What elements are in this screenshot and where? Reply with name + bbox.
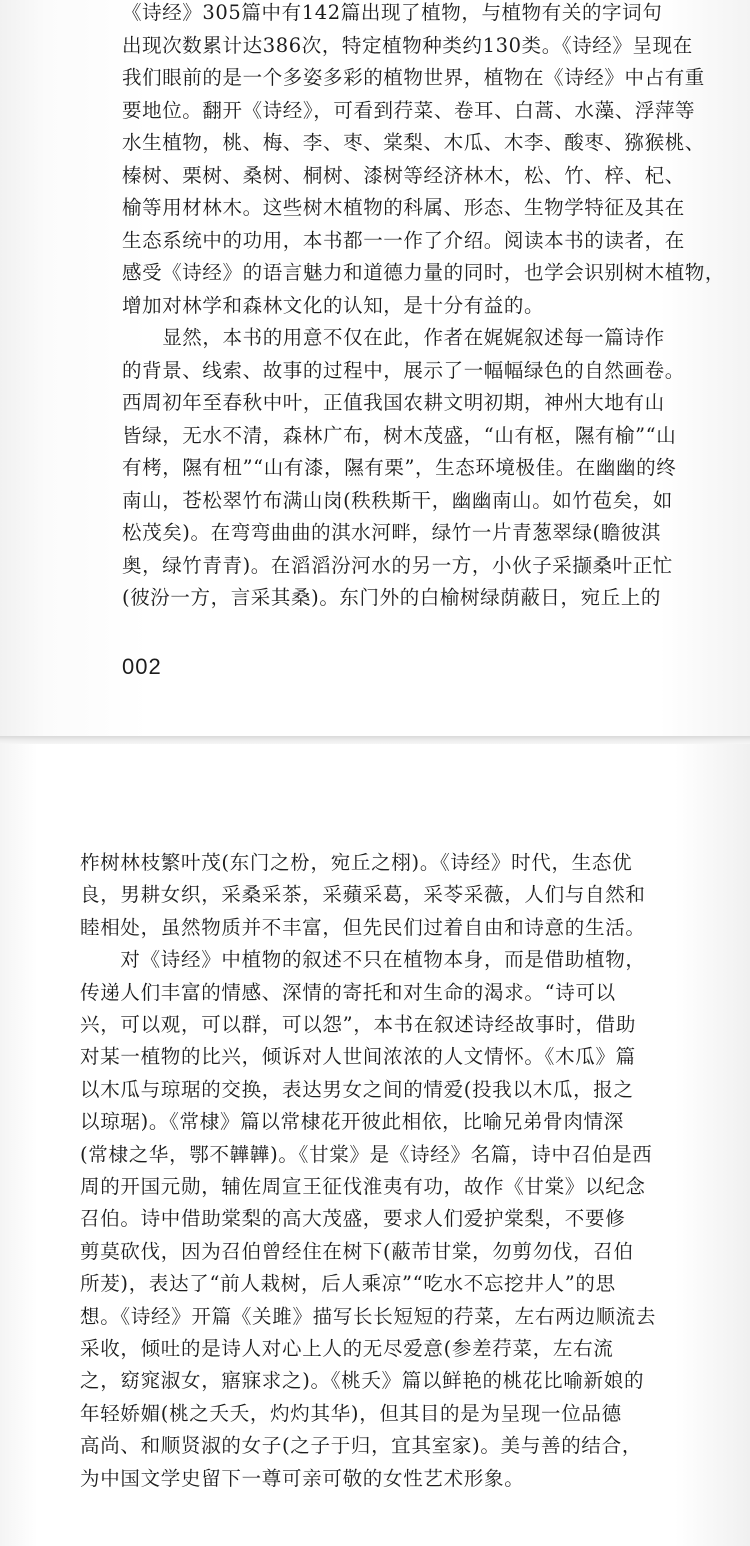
text-line: 想。《诗经》开篇《关雎》描写长长短短的荇菜，左右两边顺流去 — [80, 1304, 657, 1328]
text-line: 生态系统中的功用，本书都一一作了介绍。阅读本书的读者，在 — [122, 228, 685, 252]
text-line: 剪莫砍伐，因为召伯曾经住在树下(蔽芾甘棠，勿剪勿伐，召伯 — [80, 1239, 634, 1263]
text-line: 出现次数累计达386次，特定植物种类约130类。《诗经》呈现在 — [122, 33, 693, 57]
text-line: 榛树、栗树、桑树、桐树、漆树等经济林木，松、竹、梓、杞、 — [122, 163, 685, 187]
text-line: 传递人们丰富的情感、深情的寄托和对生命的渴求。“诗可以 — [80, 980, 616, 1004]
text-line: 奥，绿竹青青)。在滔滔汾河水的另一方，小伙子采撷桑叶正忙 — [122, 553, 673, 577]
text-line: 对某一植物的比兴，倾诉对人世间浓浓的人文情怀。《木瓜》篇 — [80, 1045, 636, 1069]
text-line: 《诗经》305篇中有142篇出现了植物，与植物有关的字词句 — [122, 1, 663, 24]
text-line: 睦相处，虽然物质并不丰富，但先民们过着自由和诗意的生活。 — [80, 915, 646, 939]
text-line: 年轻娇媚(桃之夭夭，灼灼其华)，但其目的是为呈现一位品德 — [80, 1401, 622, 1425]
text-line: 柞树林枝繁叶茂(东门之枌，宛丘之栩)。《诗经》时代，生态优 — [80, 851, 633, 874]
text-line: 皆绿，无水不清，森林广布，树木茂盛，“山有枢，隰有榆”“山 — [122, 423, 677, 447]
text-line: 良，男耕女织，采桑采茶，采蘋采葛，采苓采薇，人们与自然和 — [80, 883, 646, 907]
text-line: 榆等用材林木。这些树木植物的科属、形态、生物学特征及其在 — [122, 196, 685, 219]
text-line: 要地位。翻开《诗经》，可看到荇菜、卷耳、白蒿、水藻、浮萍等 — [122, 98, 696, 122]
page-divider — [0, 736, 750, 744]
book-page-bottom — [0, 744, 750, 1546]
text-line: 以木瓜与琼琚的交换，表达男女之间的情爱(投我以木瓜，报之 — [80, 1077, 634, 1101]
text-line: 对《诗经》中植物的叙述不只在植物本身，而是借助植物， — [80, 948, 646, 972]
text-line: 兴，可以观，可以群，可以怨”，本书在叙述诗经故事时，借助 — [80, 1013, 637, 1036]
text-line: (常棣之华，鄂不韡韡)。《甘棠》是《诗经》名篇，诗中召伯是西 — [80, 1142, 653, 1166]
text-line: 采收，倾吐的是诗人对心上人的无尽爱意(参差荇菜，左右流 — [80, 1337, 614, 1360]
text-line: 西周初年至春秋中叶，正值我国农耕文明初期，神州大地有山 — [122, 391, 665, 414]
text-line: 水生植物，桃、梅、李、枣、棠梨、木瓜、木李、酸枣、猕猴桃、 — [122, 131, 705, 154]
text-line: 显然，本书的用意不仅在此，作者在娓娓叙述每一篇诗作 — [122, 326, 665, 349]
text-line: 以琼琚)。《常棣》篇以常棣花开彼此相依，比喻兄弟骨肉情深 — [80, 1110, 624, 1134]
text-line: 松茂矣)。在弯弯曲曲的淇水河畔，绿竹一片青葱翠绿(瞻彼淇 — [122, 521, 662, 544]
text-line: 高尚、和顺贤淑的女子(之子于归，宜其室家)。美与善的结合， — [80, 1434, 643, 1458]
text-line: 为中国文学史留下一尊可亲可敬的女性艺术形象。 — [80, 1466, 525, 1490]
book-page-top — [0, 0, 750, 736]
text-line: 我们眼前的是一个多姿多彩的植物世界，植物在《诗经》中占有重 — [122, 66, 705, 89]
text-line: (彼汾一方，言采其桑)。东门外的白榆树绿荫蔽日，宛丘上的 — [122, 586, 662, 609]
text-line: 有栲，隰有杻”“山有漆，隰有栗”，生态环境极佳。在幽幽的终 — [122, 456, 677, 479]
text-line: 周的开国元勋，辅佐周宣王征伐淮夷有功，故作《甘棠》以纪念 — [80, 1175, 646, 1198]
text-line: 所茇)，表达了“前人栽树，后人乘凉”“吃水不忘挖井人”的思 — [80, 1272, 616, 1296]
page-number: 002 — [122, 654, 162, 679]
text-line: 感受《诗经》的语言魅力和道德力量的同时，也学会识别树木植物， — [122, 261, 726, 284]
text-line: 的背景、线索、故事的过程中，展示了一幅幅绿色的自然画卷。 — [122, 358, 685, 382]
text-line: 南山，苍松翠竹布满山岗(秩秩斯干，幽幽南山。如竹苞矣，如 — [122, 488, 673, 512]
text-line: 增加对林学和森林文化的认知，是十分有益的。 — [122, 293, 545, 317]
text-line: 之，窈窕淑女，寤寐求之)。《桃夭》篇以鲜艳的桃花比喻新娘的 — [80, 1369, 645, 1393]
text-line: 召伯。诗中借助棠梨的高大茂盛，要求人们爱护棠梨，不要修 — [80, 1207, 626, 1231]
